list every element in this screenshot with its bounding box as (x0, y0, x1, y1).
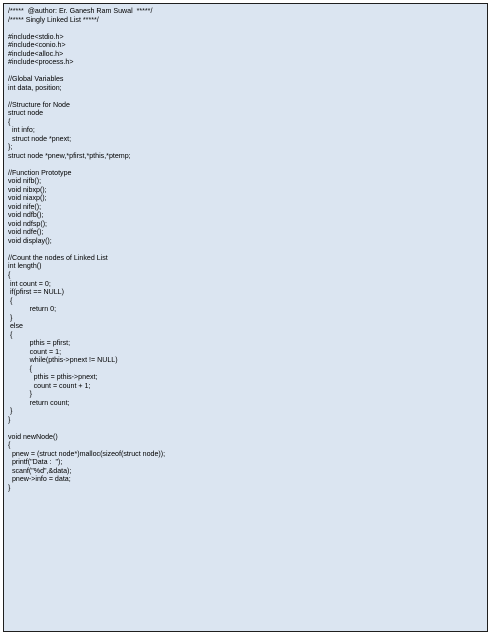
code-line: int data, position; (8, 83, 62, 92)
code-line: printf("Data : "); (8, 458, 63, 467)
code-line: int count = 0; (8, 279, 51, 288)
code-line: return count; (8, 398, 70, 407)
code-line: void ndfb(); (8, 211, 44, 220)
code-line (8, 92, 485, 101)
code-line: //Structure for Node (8, 100, 70, 109)
code-line: { (8, 117, 11, 126)
code-line: void ndfe(); (8, 228, 44, 237)
code-line: { (8, 364, 33, 373)
code-line: count = count + 1; (8, 381, 91, 390)
code-line (8, 67, 485, 76)
code-line (8, 160, 485, 169)
code-line: } (8, 390, 33, 399)
code-line: { (8, 441, 11, 450)
code-line: count = 1; (8, 347, 62, 356)
code-line: #include<stdio.h> (8, 32, 64, 41)
code-line: { (8, 330, 13, 339)
code-line: pnew->info = data; (8, 475, 71, 484)
code-line: #include<alloc.h> (8, 49, 64, 58)
code-line: void display(); (8, 236, 52, 245)
code-line: void nibxp(); (8, 185, 47, 194)
code-line: struct node (8, 109, 44, 118)
code-line: return 0; (8, 305, 57, 314)
code-line: //Count the nodes of Linked List (8, 253, 108, 262)
code-line: } (8, 483, 11, 492)
code-line: { (8, 270, 11, 279)
code-line: /***** @author: Er. Ganesh Ram Suwal *****/ (8, 7, 153, 15)
code-line: else (8, 322, 23, 331)
code-line: scanf("%d",&data); (8, 466, 72, 475)
code-line: struct node *pnext; (8, 134, 72, 143)
code-line: //Global Variables (8, 75, 64, 84)
code-line: int length() (8, 262, 42, 271)
code-line: pnew = (struct node*)malloc(sizeof(struct node)); (8, 449, 166, 458)
code-line: if(pfirst == NULL) (8, 288, 64, 297)
code-line: while(pthis->pnext != NULL) (8, 356, 118, 365)
code-line: } (8, 407, 13, 416)
code-line: } (8, 313, 13, 322)
code-line: /***** Singly Linked List *****/ (8, 15, 99, 24)
code-line: pthis = pthis->pnext; (8, 373, 98, 382)
code-listing (8, 7, 485, 492)
code-line: void newNode() (8, 432, 58, 441)
code-line: #include<process.h> (8, 58, 74, 67)
code-line: void niaxp(); (8, 194, 47, 203)
code-line: } (8, 415, 11, 424)
code-line: void nifb(); (8, 177, 42, 186)
code-line (8, 24, 485, 33)
code-listing-box (3, 3, 488, 632)
code-line: pthis = pfirst; (8, 339, 71, 348)
code-line: }; (8, 143, 13, 152)
code-line: #include<conio.h> (8, 41, 66, 50)
code-line: void ndfsp(); (8, 219, 48, 228)
code-line: //Function Prototype (8, 168, 72, 177)
code-line: { (8, 296, 13, 305)
code-line (8, 245, 485, 254)
code-line (8, 424, 485, 433)
code-line: void nife(); (8, 202, 42, 211)
code-line: struct node *pnew,*pfirst,*pthis,*ptemp; (8, 151, 131, 160)
code-line: int info; (8, 126, 35, 135)
